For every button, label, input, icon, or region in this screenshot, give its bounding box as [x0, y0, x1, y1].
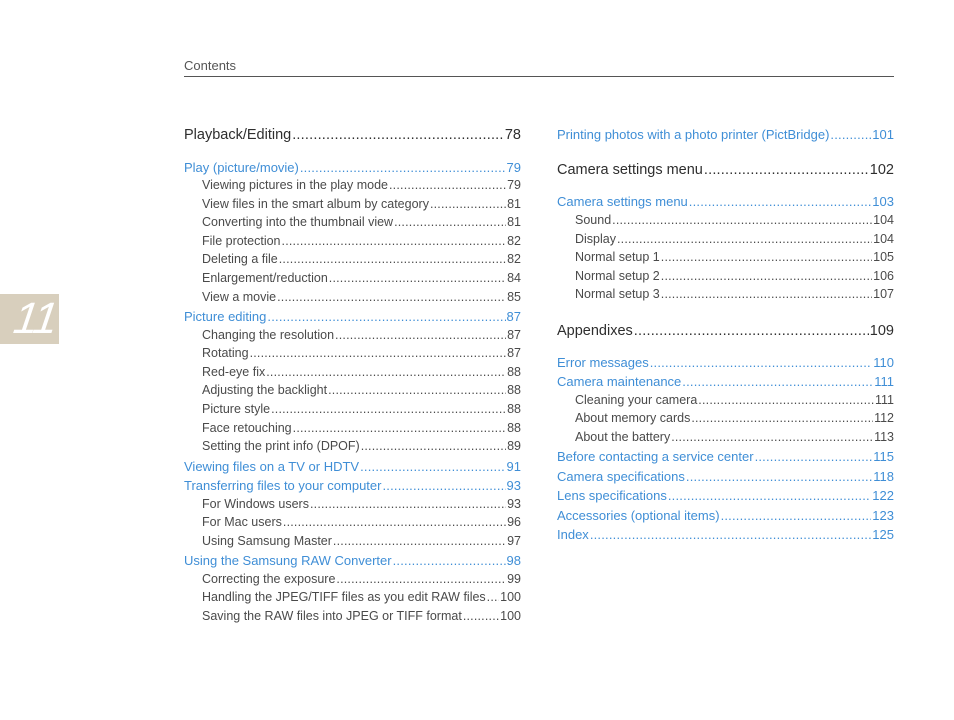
toc-item [557, 269, 894, 287]
toc-entry-page: 122 [872, 488, 894, 503]
toc-item [184, 215, 521, 233]
toc-entry-page: 88 [507, 421, 521, 435]
dot-leader [382, 478, 505, 493]
dot-leader [267, 309, 505, 324]
toc-chapter[interactable] [557, 449, 894, 467]
toc-entry-label: Before contacting a service center [557, 449, 754, 464]
dot-leader [271, 402, 506, 416]
toc-entry-label: Camera specifications [557, 469, 685, 484]
toc-chapter[interactable] [557, 488, 894, 506]
toc-entry-page: 100 [500, 590, 521, 604]
toc-entry-page: 104 [873, 232, 894, 246]
toc-item [557, 287, 894, 305]
toc-entry-page: 104 [873, 213, 894, 227]
toc-entry-page: 88 [507, 383, 521, 397]
dot-leader [463, 609, 499, 623]
toc-item [184, 252, 521, 270]
dot-leader [292, 127, 504, 143]
toc-item [184, 328, 521, 346]
toc-entry-label: Correcting the exposure [202, 572, 336, 586]
dot-leader [661, 250, 872, 264]
header-divider [184, 76, 894, 77]
toc-entry-page: 81 [507, 215, 521, 229]
dot-leader [755, 449, 873, 464]
toc-entry-label: View files in the smart album by category [202, 197, 429, 211]
dot-leader [393, 553, 506, 568]
toc-entry-page: 78 [504, 127, 521, 143]
toc-entry-page: 110 [873, 355, 894, 370]
toc-entry-page: 113 [874, 430, 894, 444]
toc-entry-label: Play (picture/movie) [184, 160, 299, 175]
toc-chapter[interactable] [184, 553, 521, 571]
toc-item [557, 411, 894, 429]
dot-leader [430, 197, 506, 211]
toc-entry-label: Normal setup 3 [575, 287, 660, 301]
toc-entry-label: Lens specifications [557, 488, 667, 503]
dot-leader [333, 534, 506, 548]
dot-leader [277, 290, 506, 304]
toc-entry-label: Transferring files to your computer [184, 478, 382, 493]
toc-entry-page: 123 [872, 508, 894, 523]
toc-entry-page: 81 [507, 197, 521, 211]
toc-item [184, 365, 521, 383]
dot-leader [671, 430, 873, 444]
toc-entry-page: 96 [507, 515, 521, 529]
toc-item [184, 590, 521, 608]
toc-entry-label: Handling the JPEG/TIFF files as you edit RAW files [202, 590, 486, 604]
toc-entry-page: 79 [506, 160, 521, 175]
dot-leader [335, 328, 506, 342]
dot-leader [266, 365, 506, 379]
toc-item [184, 346, 521, 364]
dot-leader [300, 160, 506, 175]
toc-item [557, 393, 894, 411]
toc-entry-label: Accessories (optional items) [557, 508, 720, 523]
toc-entry-page: 100 [500, 609, 521, 623]
toc-entry-page: 111 [874, 393, 894, 407]
dot-leader [361, 439, 506, 453]
toc-entry-page: 102 [869, 162, 894, 178]
dot-leader [689, 194, 872, 209]
toc-section [557, 323, 894, 343]
toc-entry-label: Normal setup 2 [575, 269, 660, 283]
dot-leader [590, 527, 871, 542]
toc-entry-page: 87 [507, 346, 521, 360]
dot-leader [612, 213, 872, 227]
toc-chapter[interactable] [557, 469, 894, 487]
dot-leader [329, 271, 506, 285]
dot-leader [698, 393, 874, 407]
toc-item [557, 250, 894, 268]
dot-leader [250, 346, 507, 360]
toc-item [184, 402, 521, 420]
toc-entry-label: Enlargement/reduction [202, 271, 328, 285]
toc-item [184, 290, 521, 308]
dot-leader [686, 469, 872, 484]
toc-entry-label: About the battery [575, 430, 671, 444]
toc-entry-page: 115 [873, 449, 894, 464]
toc-item [184, 271, 521, 289]
toc-entry-label: Camera settings menu [557, 162, 703, 178]
toc-entry-page: 93 [507, 497, 521, 511]
toc-entry-page: 82 [507, 252, 521, 266]
toc-entry-label: Camera maintenance [557, 374, 682, 389]
toc-chapter[interactable] [557, 194, 894, 212]
dot-leader [283, 515, 506, 529]
dot-leader [617, 232, 872, 246]
toc-entry-label: Viewing pictures in the play mode [202, 178, 388, 192]
dot-leader [279, 252, 506, 266]
dot-leader [682, 374, 873, 389]
toc-item [184, 197, 521, 215]
dot-leader [721, 508, 872, 523]
toc-entry-label: Rotating [202, 346, 249, 360]
toc-entry-page: 91 [506, 459, 521, 474]
dot-leader [661, 269, 872, 283]
toc-item [184, 497, 521, 515]
toc-entry-label: Printing photos with a photo printer (PictBridge) [557, 127, 830, 142]
toc-entry-page: 98 [506, 553, 521, 568]
toc-entry-page: 118 [873, 469, 894, 484]
toc-entry-page: 89 [507, 439, 521, 453]
header-label: Contents [184, 58, 237, 73]
toc-entry-label: For Windows users [202, 497, 309, 511]
toc-entry-page: 82 [507, 234, 521, 248]
toc-item [184, 439, 521, 457]
toc-entry-label: Index [557, 527, 589, 542]
toc-entry-page: 103 [872, 194, 894, 209]
toc-entry-label: Red-eye fix [202, 365, 266, 379]
toc-entry-page: 79 [507, 178, 521, 192]
toc-entry-label: Picture editing [184, 309, 267, 324]
toc-chapter[interactable] [557, 127, 894, 145]
toc-entry-label: View a movie [202, 290, 277, 304]
toc-entry-page: 112 [874, 411, 894, 425]
dot-leader [310, 497, 506, 511]
page-number: 11 [10, 294, 60, 343]
dot-leader [668, 488, 871, 503]
toc-entry-label: Camera settings menu [557, 194, 688, 209]
toc-entry-label: Viewing files on a TV or HDTV [184, 459, 360, 474]
toc-item [184, 421, 521, 439]
toc-entry-page: 107 [873, 287, 894, 301]
toc-entry-label: Using the Samsung RAW Converter [184, 553, 392, 568]
dot-leader [661, 287, 872, 301]
toc-entry-page: 87 [507, 328, 521, 342]
dot-leader [487, 590, 499, 604]
toc-entry-page: 88 [507, 402, 521, 416]
toc-entry-label: For Mac users [202, 515, 282, 529]
dot-leader [394, 215, 506, 229]
dot-leader [336, 572, 506, 586]
dot-leader [691, 411, 873, 425]
toc-entry-page: 125 [872, 527, 894, 542]
dot-leader [360, 459, 505, 474]
toc-entry-label: Normal setup 1 [575, 250, 660, 264]
toc-entry-label: Face retouching [202, 421, 292, 435]
toc-section [184, 127, 521, 147]
toc-entry-label: Using Samsung Master [202, 534, 332, 548]
toc-chapter[interactable] [557, 374, 894, 392]
toc-chapter[interactable] [557, 508, 894, 526]
toc-item [557, 213, 894, 231]
toc-entry-label: File protection [202, 234, 281, 248]
toc-entry-page: 84 [507, 271, 521, 285]
toc-entry-label: Converting into the thumbnail view [202, 215, 394, 229]
dot-leader [830, 127, 871, 142]
toc-entry-label: Error messages [557, 355, 649, 370]
toc-chapter[interactable] [184, 160, 521, 178]
dot-leader [634, 323, 869, 339]
toc-item [557, 430, 894, 448]
toc-item [184, 515, 521, 533]
toc-entry-page: 101 [872, 127, 894, 142]
toc-entry-page: 93 [506, 478, 521, 493]
toc-entry-label: Changing the resolution [202, 328, 335, 342]
toc-chapter[interactable] [557, 355, 894, 373]
toc-entry-page: 99 [507, 572, 521, 586]
toc-entry-page: 87 [506, 309, 521, 324]
toc-item [184, 383, 521, 401]
toc-entry-label: Sound [575, 213, 612, 227]
toc-chapter[interactable] [557, 527, 894, 545]
dot-leader [704, 162, 869, 178]
toc-section [557, 162, 894, 182]
toc-entry-label: Picture style [202, 402, 271, 416]
toc-item [184, 572, 521, 590]
dot-leader [328, 383, 506, 397]
toc-chapter[interactable] [184, 478, 521, 496]
toc-chapter[interactable] [184, 459, 521, 477]
toc-entry-page: 105 [873, 250, 894, 264]
dot-leader [282, 234, 507, 248]
toc-entry-label: Display [575, 232, 616, 246]
toc-item [184, 234, 521, 252]
toc-item [184, 534, 521, 552]
toc-entry-label: Saving the RAW files into JPEG or TIFF format [202, 609, 462, 623]
toc-entry-page: 111 [874, 374, 894, 389]
toc-entry-page: 88 [507, 365, 521, 379]
toc-entry-page: 97 [507, 534, 521, 548]
toc-entry-label: Adjusting the backlight [202, 383, 328, 397]
toc-item [184, 178, 521, 196]
dot-leader [389, 178, 506, 192]
toc-entry-page: 106 [873, 269, 894, 283]
toc-entry-label: Setting the print info (DPOF) [202, 439, 360, 453]
toc-entry-label: Deleting a file [202, 252, 278, 266]
toc-entry-label: Appendixes [557, 323, 633, 339]
dot-leader [650, 355, 873, 370]
dot-leader [293, 421, 506, 435]
toc-item [557, 232, 894, 250]
toc-entry-page: 109 [869, 323, 894, 339]
toc-item [184, 609, 521, 627]
toc-entry-label: Cleaning your camera [575, 393, 698, 407]
toc-chapter[interactable] [184, 309, 521, 327]
toc-entry-page: 85 [507, 290, 521, 304]
toc-entry-label: Playback/Editing [184, 127, 292, 143]
toc-entry-label: About memory cards [575, 411, 691, 425]
